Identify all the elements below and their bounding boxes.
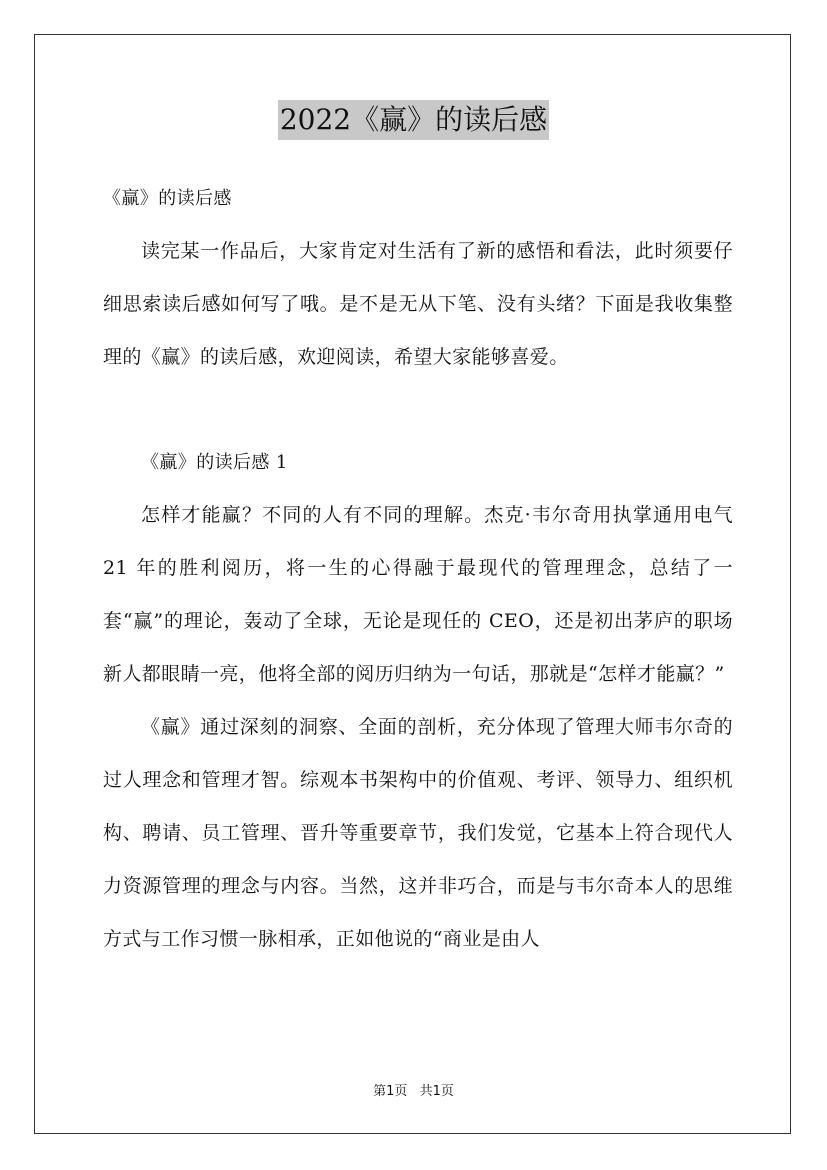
body-paragraph-2: 《赢》通过深刻的洞察、全面的剖析，充分体现了管理大师韦尔奇的过人理念和管理才智。综观本书架构中的价值观、考评、领导力、组织机构、聘请、员工管理、晋升等重要章节，我们发觉，它基本上符合现代人力资源管理的理念与内容。当然，这并非巧合，而是与韦尔奇本人的思维方式与工作习惯一脉相承，正如他说的“商业是由人 (103, 716, 733, 950)
document-body (103, 172, 733, 966)
intro-paragraph: 读完某一作品后，大家肯定对生活有了新的感悟和看法，此时须要仔细思索读后感如何写了哦。是不是无从下笔、没有头绪？下面是我收集整理的《赢》的读后感，欢迎阅读，希望大家能够喜爱。 (103, 240, 733, 368)
page-total: 共1页 (419, 1084, 454, 1099)
subtitle: 《赢》的读后感 (103, 188, 232, 209)
title-container (0, 100, 827, 140)
paragraph-gap (103, 384, 733, 436)
body-paragraph-1: 怎样才能赢？不同的人有不同的理解。杰克·韦尔奇用执掌通用电气 21 年的胜利阅历，将一生的心得融于最现代的管理理念，总结了一套“赢”的理论，轰动了全球，无论是现任的 CEO，还是初出茅庐的职场新人都眼睛一亮，他将全部的阅历归纳为一句话，那就是“怎样才能赢？” (103, 504, 733, 685)
page-footer (0, 1082, 827, 1102)
section-heading: 《赢》的读后感 1 (141, 452, 288, 473)
document-title: 2022《赢》的读后感 (278, 100, 549, 140)
page-number: 第1页 (373, 1084, 408, 1099)
